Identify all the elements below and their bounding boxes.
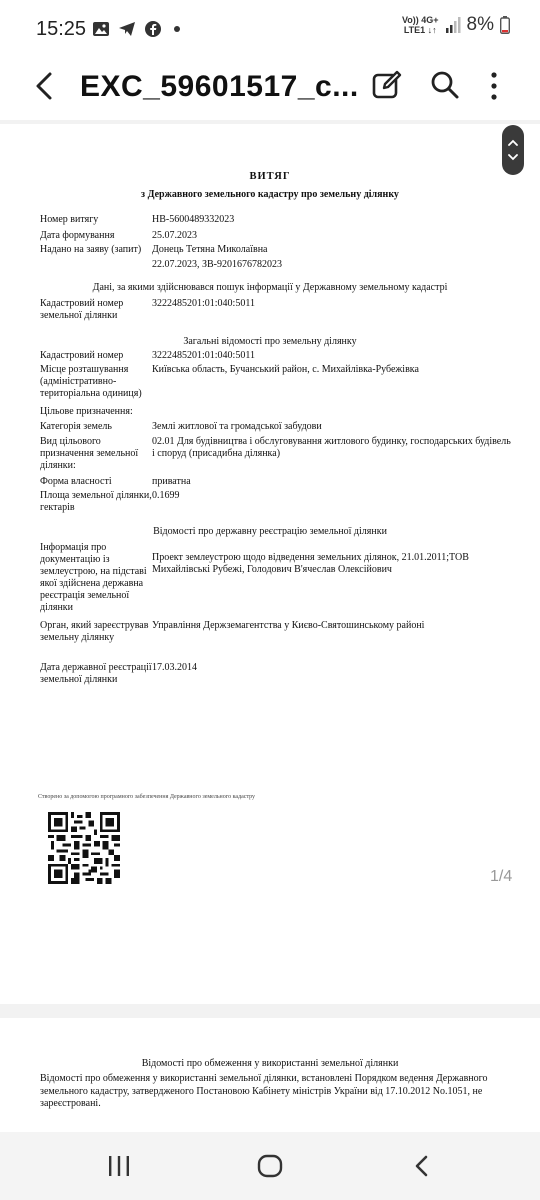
document-page-1 bbox=[0, 124, 540, 1004]
row-label: Місце розташування (адміністративно-територіальна одиниця) bbox=[40, 364, 142, 399]
row-value: 02.01 Для будівництва і обслуговування житлового будинку, господарських будівель і споруд (присадибна ділянка) bbox=[152, 436, 511, 459]
battery-icon bbox=[500, 16, 510, 34]
row-value: НВ-5600489332023 bbox=[152, 214, 235, 225]
row-value: приватна bbox=[152, 476, 191, 487]
row-label: Надано на заяву (запит) bbox=[40, 244, 142, 255]
status-right bbox=[402, 14, 510, 36]
battery-text: 8% bbox=[466, 14, 494, 35]
search-note: Дані, за якими здійснювався пошук інформації у Державному земельному кадастрі bbox=[92, 282, 448, 293]
notification-icons bbox=[92, 20, 180, 38]
row-value: 3222485201:01:040:5011 bbox=[152, 350, 255, 361]
recent-apps-icon[interactable] bbox=[106, 1154, 132, 1178]
back-arrow-icon[interactable] bbox=[28, 68, 64, 104]
dot-icon bbox=[174, 26, 180, 32]
row-value: Землі житлової та громадської забудови bbox=[152, 421, 322, 432]
document-subtitle: з Державного земельного кадастру про земельну ділянку bbox=[141, 189, 399, 200]
page-indicator: 1/4 bbox=[490, 868, 513, 885]
scroll-handle[interactable] bbox=[502, 125, 524, 175]
row-value: 3222485201:01:040:5011 bbox=[152, 298, 255, 309]
qr-code-icon bbox=[48, 812, 120, 884]
row-value: 0.1699 bbox=[152, 490, 180, 501]
general-heading: Загальні відомості про земельну ділянку bbox=[183, 336, 357, 347]
row-label: Форма власності bbox=[40, 476, 112, 487]
row-label: Цільове призначення: bbox=[40, 406, 133, 417]
document-title: ВИТЯГ bbox=[249, 171, 291, 182]
footer-note: Створено за допомогою програмного забезпечення Державного земельного кадастру bbox=[38, 794, 256, 800]
row-label: Площа земельної ділянки, гектарів bbox=[40, 490, 152, 513]
row-value: 25.07.2023 bbox=[152, 230, 197, 241]
row-value: Управління Держземагентства у Києво-Святошинському районі bbox=[152, 620, 425, 631]
file-title: EXC_59601517_c... bbox=[80, 70, 359, 103]
gallery-icon bbox=[92, 20, 110, 38]
row-label: Дата державної реєстрації земельної ділянки bbox=[40, 662, 152, 685]
back-icon[interactable] bbox=[410, 1154, 434, 1178]
page2-heading: Відомості про обмеження у використанні земельної ділянки bbox=[141, 1058, 399, 1069]
row-label: Орган, який зареєстрував земельну ділянку bbox=[40, 620, 149, 643]
row-value: Проект землеустрою щодо відведення земельних ділянок, 21.01.2011;ТОВ Михайлівські Рубежі, Голодович В'ячеслав Олексійович bbox=[152, 552, 469, 575]
edit-icon[interactable] bbox=[370, 68, 404, 102]
more-vert-icon[interactable] bbox=[480, 68, 508, 104]
row-value: 22.07.2023, ЗВ-9201676782023 bbox=[152, 259, 283, 270]
row-label: Номер витягу bbox=[40, 214, 99, 225]
row-value: Донець Тетяна Миколаївна bbox=[152, 244, 268, 255]
network-indicator bbox=[402, 15, 439, 35]
app-bar bbox=[0, 58, 540, 120]
facebook-icon bbox=[144, 20, 162, 38]
search-icon[interactable] bbox=[428, 68, 462, 102]
telegram-icon bbox=[118, 20, 136, 38]
chevron-up-down-icon bbox=[502, 125, 524, 175]
row-value: Київська область, Бучанський район, с. Михайлівка-Рубежівка bbox=[152, 364, 419, 375]
document-viewer[interactable] bbox=[0, 120, 540, 1132]
registration-heading: Відомості про державну реєстрацію земельної ділянки bbox=[153, 526, 387, 537]
signal-icon bbox=[445, 16, 461, 34]
network-bottom-text: LTE1 ↓↑ bbox=[403, 25, 437, 35]
navigation-bar bbox=[0, 1132, 540, 1200]
row-value: 17.03.2014 bbox=[152, 662, 197, 673]
row-label: Інформація про документацію із землеустрою, на підставі якої здійснена державна реєстрація земельної ділянки bbox=[40, 542, 147, 613]
row-label: Кадастровий номер земельної ділянки bbox=[40, 298, 124, 321]
row-label: Категорія земель bbox=[40, 421, 112, 432]
home-icon[interactable] bbox=[256, 1154, 284, 1178]
row-label: Кадастровий номер bbox=[40, 350, 124, 361]
document-page-2 bbox=[0, 1018, 540, 1132]
network-top-text: Vo)) 4G+ bbox=[401, 15, 439, 25]
row-label: Вид цільового призначення земельної ділянки: bbox=[40, 436, 139, 471]
page2-text: Відомості про обмеження у використанні земельної ділянки, встановлені Порядком ведення Державного земельного кадастру, затвердженого Постановою Кабінету міністрів України від 17.10.2012 No.1051, не зареєстровані. bbox=[40, 1073, 488, 1109]
row-label: Дата формування bbox=[40, 230, 115, 241]
status-time: 15:25 bbox=[36, 18, 87, 40]
status-bar bbox=[0, 0, 540, 58]
